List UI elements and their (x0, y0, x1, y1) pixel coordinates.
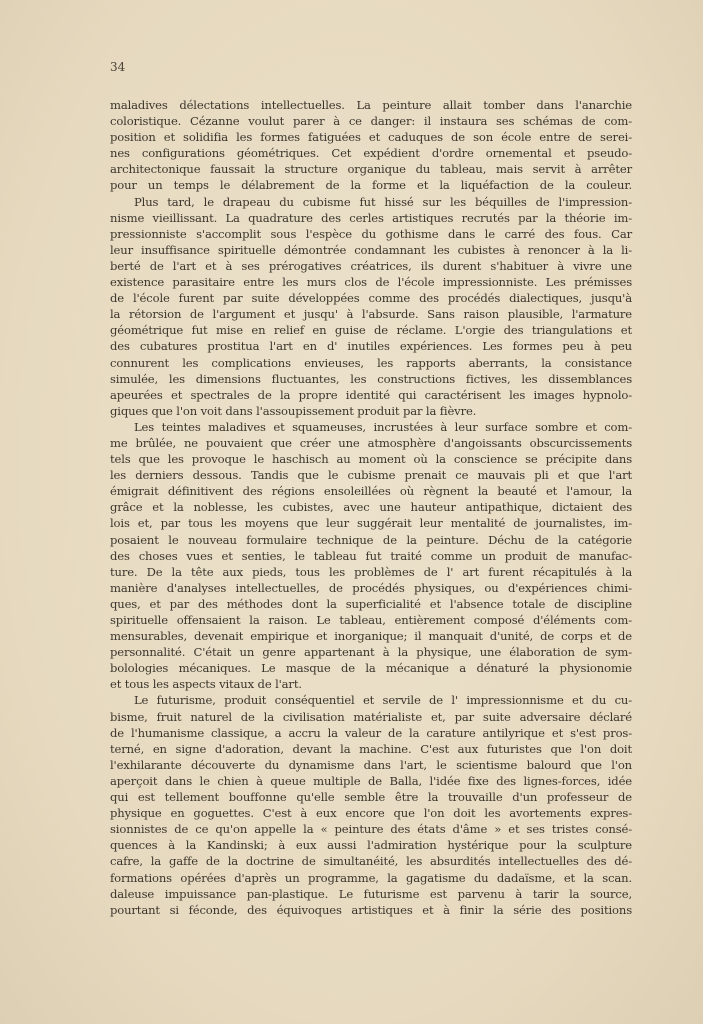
text-line: formations opérées d'après un programme, la gagatisme du dadaïsme, et la scan. (110, 870, 632, 885)
text-line: giques que l'on voit dans l'assoupissement produit par la fièvre. (110, 403, 477, 418)
text-line: architectonique faussait la structure organique du tableau, mais servit à arrêter (110, 162, 632, 177)
text-line: et tous les aspects vitaux de l'art. (110, 677, 302, 692)
text-line: bolologies mécaniques. Le masque de la mécanique a dénaturé la physionomie (110, 661, 632, 676)
text-line: existence parasitaire entre les murs clos de l'école impressionniste. Les prémisses (110, 275, 632, 290)
text-line: pour un temps le délabrement de la forme et la liquéfaction de la couleur. (110, 178, 632, 193)
text-line: pourtant si féconde, des équivoques artistiques et à finir la série des positions (110, 902, 632, 917)
text-line: qui est tellement bouffonne qu'elle semble être la trouvaille d'un professeur de (110, 790, 632, 805)
text-line: géométrique fut mise en relief en guise de réclame. L'orgie des triangulations et (110, 323, 632, 338)
text-line: aperçoit dans le chien à queue multiple de Balla, l'idée fixe des lignes-forces, idée (110, 773, 632, 788)
text-line: l'exhilarante découverte du dynamisme dans l'art, le scientisme balourd que l'on (110, 757, 632, 772)
text-line: Les teintes maladives et squameuses, incrustées à leur surface sombre et com- (134, 419, 632, 434)
text-line: personnalité. C'était un genre appartenant à la physique, une élaboration de sym- (110, 645, 632, 660)
text-line: ture. De la tête aux pieds, tous les problèmes de l' art furent récapitulés à la (110, 564, 632, 579)
text-line: posaient le nouveau formulaire technique de la peinture. Déchu de la catégorie (110, 532, 632, 547)
text-line: Le futurisme, produit conséquentiel et servile de l' impressionnisme et du cu- (134, 693, 632, 708)
paragraph (110, 194, 632, 419)
text-line: nisme vieillissant. La quadrature des cerles artistiques recrutés par la théorie im- (110, 210, 632, 225)
text-line: de l'humanisme classique, a accru la valeur de la carature antilyrique et s'est pros- (110, 725, 632, 740)
text-line: de l'école furent par suite développées comme des procédés dialectiques, jusqu'à (110, 291, 632, 306)
text-line: mensurables, devenait empirique et inorganique; il manquait d'unité, de corps et de (110, 629, 632, 644)
text-line: la rétorsion de l'argument et jusqu' à l'absurde. Sans raison plausible, l'armature (110, 307, 632, 322)
text-line: daleuse impuissance pan-plastique. Le futurisme est parvenu à tarir la source, (110, 886, 632, 901)
paragraph (110, 692, 632, 917)
text-line: bisme, fruit naturel de la civilisation matérialiste et, par suite adversaire déclaré (110, 709, 632, 724)
text-line: terné, en signe d'adoration, devant la machine. C'est aux futuristes que l'on doit (110, 741, 632, 756)
text-line: spirituelle offensaient la raison. Le tableau, entièrement composé d'éléments com- (110, 613, 632, 627)
text-line: les derniers dessous. Tandis que le cubisme prenait ce mauvais pli et que l'art (110, 468, 632, 483)
text-line: des choses vues et senties, le tableau fut traité comme un produit de manufac- (110, 548, 632, 563)
text-line: grâce et la noblesse, les cubistes, avec une hauteur antipathique, dictaient des (110, 500, 632, 515)
text-line: quences à la Kandinski; à eux aussi l'admiration hystérique pour la sculpture (110, 838, 632, 853)
text-line: physique en goguettes. C'est à eux encore que l'on doit les avortements expres- (110, 806, 632, 821)
text-line: simulée, les dimensions fluctuantes, les constructions fictives, les dissemblances (110, 371, 632, 386)
text-line: ques, et par des méthodes dont la superficialité et l'absence totale de discipline (110, 596, 632, 611)
text-line: cafre, la gaffe de la doctrine de simultanéité, les absurdités intellectuelles des dé- (110, 854, 632, 869)
text-line: émigrait définitivent des régions ensoleillées où règnent la beauté et l'amour, la (110, 484, 632, 499)
text-line: leur insuffisance spirituelle démontrée condamnant les cubistes à renoncer à la li- (110, 242, 632, 257)
text-line: pressionniste s'accomplit sous l'espèce du gothisme dans le carré des fous. Car (110, 226, 632, 241)
text-line: coloristique. Cézanne voulut parer à ce danger: il instaura ses schémas de com- (110, 114, 632, 129)
page-number: 34 (110, 60, 126, 74)
paragraph (110, 419, 632, 693)
text-line: me brûlée, ne pouvaient que créer une atmosphère d'angoissants obscurcissements (110, 435, 632, 450)
text-line: des cubatures prostitua l'art en d' inutiles expériences. Les formes peu à peu (110, 339, 632, 354)
text-line: tels que les provoque le haschisch au moment où la conscience se précipite dans (110, 452, 632, 467)
text-line: position et solidifia les formes fatiguées et caduques de son école entre de serei- (110, 130, 632, 145)
text-line: nes configurations géométriques. Cet expédient d'ordre ornemental et pseudo- (110, 146, 632, 161)
text-line: maladives délectations intellectuelles. La peinture allait tomber dans l'anarchie (110, 98, 632, 112)
text-line: Plus tard, le drapeau du cubisme fut hissé sur les béquilles de l'impression- (134, 194, 632, 209)
text-line: manière d'analyses intellectuelles, de procédés physiques, ou d'expériences chimi- (110, 580, 632, 595)
text-line: apeurées et spectrales de la propre identité qui caractérisent les images hypnolo- (110, 387, 632, 402)
text-line: sionnistes de ce qu'on appelle la « peinture des états d'âme » et ses tristes consé- (110, 822, 632, 837)
paragraph (110, 97, 632, 194)
text-line: berté de l'art et à ses prérogatives créatrices, ils durent s'habituer à vivre une (110, 258, 632, 273)
text-line: lois et, par tous les moyens que leur suggérait leur mentalité de journalistes, im- (110, 516, 632, 531)
text-line: connurent les complications envieuses, les rapports aberrants, la consistance (110, 355, 632, 370)
body-text (110, 97, 632, 918)
